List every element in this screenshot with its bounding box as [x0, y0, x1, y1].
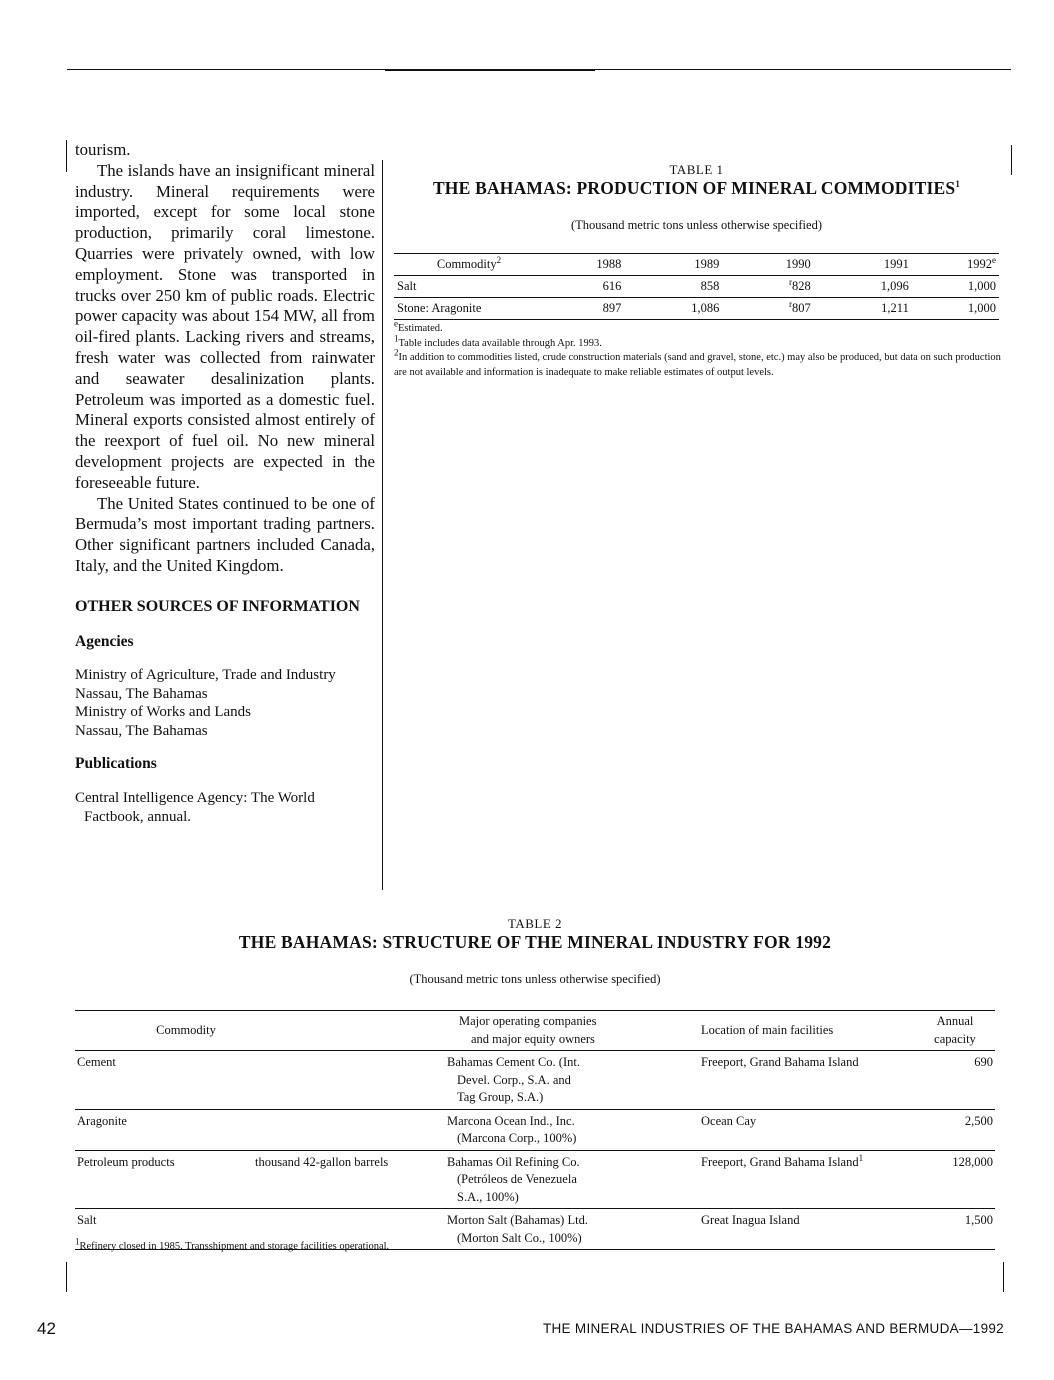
company-line: (Morton Salt Co., 100%) [457, 1230, 582, 1245]
row-commodity: Salt [394, 276, 544, 298]
table2 [75, 1010, 995, 1250]
table1-title [394, 178, 999, 199]
footnote-mark: 2 [394, 347, 399, 358]
cell-value-text: 828 [791, 279, 811, 293]
publication-line: Central Intelligence Agency: The World [75, 790, 315, 807]
column-divider [382, 160, 383, 890]
row-location [673, 1209, 915, 1250]
row-commodity: Aragonite [75, 1109, 253, 1150]
table1-subtitle: (Thousand metric tons unless otherwise specified) [571, 218, 822, 232]
header-commodity: Commodity [75, 1011, 445, 1051]
left-margin-rule [66, 140, 67, 172]
row-location [673, 1150, 915, 1209]
table1 [394, 253, 999, 320]
company-line: (Marcona Corp., 100%) [457, 1131, 577, 1145]
note-text: Estimated. [398, 323, 443, 334]
table2-title: THE BAHAMAS: STRUCTURE OF THE MINERAL INDUSTRY FOR 1992 [238, 932, 832, 952]
company-line: Morton Salt (Bahamas) Ltd. [447, 1213, 588, 1227]
note-1 [394, 333, 1004, 352]
table2-label: TABLE 2 [507, 916, 563, 931]
table2-header-row [75, 1011, 995, 1051]
cell-value [733, 298, 824, 320]
table2-note [75, 1236, 390, 1252]
row-commodity: Cement [75, 1051, 253, 1110]
row-capacity: 1,500 [915, 1209, 995, 1250]
row-capacity: 2,500 [915, 1109, 995, 1150]
publication-line: Factbook, annual. [84, 809, 192, 826]
footnote-mark: 1 [75, 1236, 80, 1247]
note-text: Table includes data available through Apr. 1993. [398, 337, 602, 349]
company-line: Marcona Ocean Ind., Inc. [447, 1113, 575, 1128]
table-row [75, 1051, 995, 1110]
header-line: capacity [934, 1031, 976, 1046]
row-unit [253, 1051, 445, 1110]
header-year-text: 1992 [967, 257, 992, 271]
location-text: Freeport, Grand Bahama Island [701, 1154, 859, 1169]
top-rule-thick [385, 69, 595, 71]
header-year [923, 254, 999, 276]
bottom-right-rule [1003, 1262, 1004, 1292]
agency-line: Ministry of Agriculture, Trade and Industry [75, 667, 336, 684]
footnote-mark: 1 [955, 179, 961, 190]
location-text: Freeport, Grand Bahama Island [701, 1055, 859, 1069]
note-2 [394, 347, 1004, 380]
table1-title-text: THE BAHAMAS: PRODUCTION OF MINERAL COMMODITIES [432, 178, 956, 198]
header-year: 1991 [825, 254, 923, 276]
row-companies [445, 1209, 673, 1250]
paragraph-tourism: tourism. [75, 140, 131, 159]
note-text: In addition to commodities listed, crude construction materials (sand and gravel, stone, etc.) may also be produced, but data on such production are not available and information is inadequate to make reliable estimates of output levels. [394, 352, 1001, 378]
right-margin-rule [1011, 145, 1012, 175]
row-commodity: Petroleum products [75, 1150, 253, 1209]
header-commodity-text: Commodity [436, 257, 497, 271]
bottom-left-rule [66, 1262, 67, 1292]
row-location [673, 1109, 915, 1150]
row-unit [253, 1109, 445, 1150]
header-line: and major equity owners [471, 1031, 595, 1046]
table1-header-row [394, 254, 999, 276]
agency-line: Nassau, The Bahamas [75, 722, 208, 739]
cell-value: 1,211 [825, 298, 923, 320]
company-line: Tag Group, S.A.) [457, 1090, 544, 1104]
header-year: 1988 [544, 254, 635, 276]
footnote-mark: 1 [858, 1152, 864, 1163]
row-capacity: 128,000 [915, 1150, 995, 1209]
cell-value-text: 807 [791, 301, 811, 315]
row-commodity: Stone: Aragonite [394, 298, 544, 320]
revised-mark: r [788, 298, 792, 309]
footnote-mark: e [992, 254, 996, 265]
table-row [75, 1150, 995, 1209]
row-capacity: 690 [915, 1051, 995, 1110]
note-estimated [394, 318, 1004, 337]
header-year: 1990 [733, 254, 824, 276]
table1-notes [394, 318, 1004, 380]
company-line: S.A., 100%) [457, 1189, 519, 1204]
agency-line: Ministry of Works and Lands [75, 704, 252, 721]
header-companies [445, 1011, 673, 1051]
table2-subtitle: (Thousand metric tons unless otherwise specified) [409, 972, 661, 986]
left-column [75, 140, 375, 827]
row-commodity: Salt [75, 1209, 253, 1250]
row-unit [253, 1150, 445, 1209]
agency-line: Nassau, The Bahamas [75, 685, 208, 702]
revised-mark: r [788, 276, 792, 287]
header-location: Location of main facilities [673, 1011, 915, 1051]
header-line: Major operating companies [459, 1014, 597, 1028]
other-sources-heading: OTHER SOURCES OF INFORMATION [75, 597, 360, 615]
company-line: Bahamas Oil Refining Co. [447, 1154, 580, 1169]
cell-value: 1,086 [635, 298, 733, 320]
cell-value [733, 276, 824, 298]
cell-value: 1,096 [825, 276, 923, 298]
row-companies [445, 1051, 673, 1110]
cell-value: 1,000 [923, 276, 999, 298]
row-companies [445, 1109, 673, 1150]
table-row [394, 276, 999, 298]
agencies-heading: Agencies [75, 632, 134, 650]
table-row [75, 1109, 995, 1150]
page-number: 42 [37, 1319, 56, 1338]
paragraph-trading-partners: The United States continued to be one of Bermuda’s most important trading partners. Other significant partners included Canada, Italy, and the United Kingdom. [75, 493, 375, 575]
row-companies [445, 1150, 673, 1209]
header-line: Annual [936, 1014, 974, 1028]
location-text: Great Inagua Island [701, 1213, 800, 1227]
header-capacity [915, 1011, 995, 1051]
paragraph-mineral-industry: The islands have an insignificant mineral industry. Mineral requirements were imported, except for some local stone production, primarily coral limestone. Quarries were privately owned, with low employment. Stone was transported in trucks over 250 km of public roads. Electric power capacity was about 154 MW, all from oil-fired plants. Lacking rivers and streams, fresh water was collected from rainwater and seawater desalinization plants. Petroleum was imported as a domestic fuel. Mineral exports consisted almost entirely of the reexport of fuel oil. No new mineral development projects are expected in the foreseeable future. [75, 160, 375, 492]
row-location [673, 1051, 915, 1110]
location-text: Ocean Cay [701, 1113, 757, 1128]
footnote-mark: e [394, 318, 398, 329]
header-year: 1989 [635, 254, 733, 276]
company-line: Devel. Corp., S.A. and [457, 1072, 571, 1087]
running-title: THE MINERAL INDUSTRIES OF THE BAHAMAS AND BERMUDA—1992 [542, 1321, 1004, 1336]
publications-heading: Publications [75, 755, 157, 773]
footnote-mark: 2 [496, 254, 502, 265]
note-text: Refinery closed in 1985. Transshipment and storage facilities operational. [79, 1241, 390, 1252]
unit-text: thousand 42-gallon barrels [255, 1154, 389, 1169]
cell-value: 858 [635, 276, 733, 298]
company-line: Bahamas Cement Co. (Int. [447, 1055, 580, 1069]
header-commodity [394, 254, 544, 276]
company-line: (Petróleos de Venezuela [457, 1172, 577, 1186]
table-row [394, 298, 999, 320]
cell-value: 1,000 [923, 298, 999, 320]
cell-value: 897 [544, 298, 635, 320]
table1-label: TABLE 1 [669, 162, 724, 177]
footnote-mark: 1 [394, 333, 399, 343]
cell-value: 616 [544, 276, 635, 298]
